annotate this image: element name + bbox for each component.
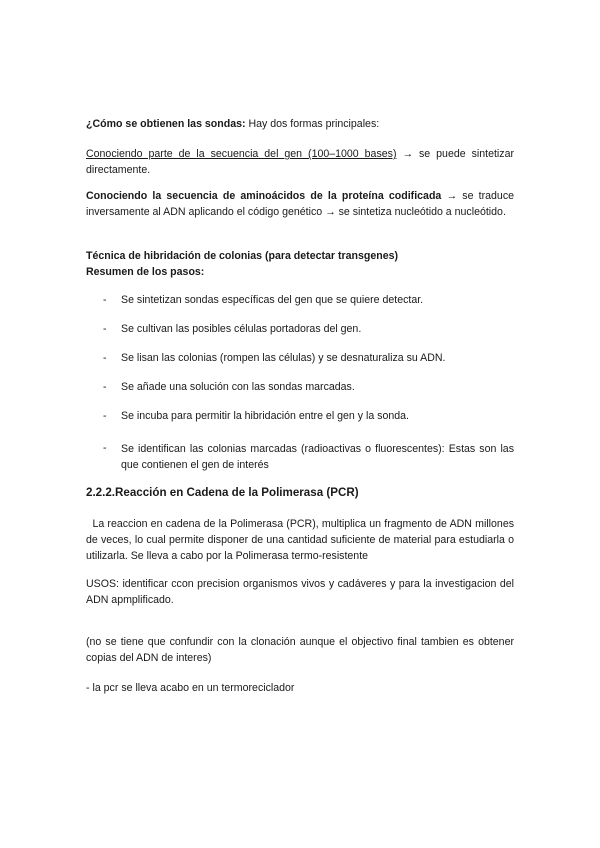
section-heading-pcr: 2.2.2.Reacción en Cadena de la Polimerasa (PCR) [86, 486, 359, 499]
step-4-marker: - [103, 381, 107, 393]
pcr-usos-paragraph: USOS: identificar ccon precision organismos vivos y cadáveres y para la investigacion del ADN apmplificado. [86, 578, 514, 606]
step-1: Se sintetizan sondas específicas del gen que se quiere detectar. [121, 294, 424, 306]
step-2-marker: - [103, 323, 107, 335]
method-aminoacid-text: → se traduce inversamente al ADN aplicando el código genético → se sintetiza nucleótido a nucleótido. [86, 190, 515, 218]
step-5-marker: - [103, 410, 107, 422]
step-1-marker: - [103, 294, 107, 306]
step-5: Se incuba para permitir la hibridación entre el gen y la sonda. [121, 410, 409, 422]
probes-answer: Hay dos formas principales: [245, 118, 380, 130]
method-partial-sequence-label: Conociendo parte de la secuencia del gen (100–1000 bases) [86, 148, 397, 160]
step-6-marker: - [103, 442, 107, 454]
step-6: Se identifican las colonias marcadas (radioactivas o fluorescentes): Estas son las que contienen el gen de interés [121, 443, 514, 471]
method-aminoacid-label: Conociendo la secuencia de aminoácidos de la proteína codificada [86, 190, 442, 202]
method-partial-sequence-text: → se puede sintetizar directamente. [86, 148, 514, 176]
probes-question: ¿Cómo se obtienen las sondas: [86, 118, 246, 130]
pcr-intro-paragraph: La reaccion en cadena de la Polimerasa (PCR), multiplica un fragmento de ADN millones de veces, lo cual permite disponer de una cantidad suficiente de material para estudiarla o utilizarla. Se lleva a cabo por la Polimerasa termo-resistente [86, 518, 517, 562]
technique-title: Técnica de hibridación de colonias (para detectar transgenes) [86, 250, 399, 262]
method-aminoacid-sequence [86, 188, 514, 220]
method-partial-sequence [86, 146, 514, 178]
step-2: Se cultivan las posibles células portadoras del gen. [121, 323, 362, 335]
pcr-thermocycler-line: - la pcr se lleva acabo en un termoreciclador [86, 682, 295, 694]
pcr-note-paragraph: (no se tiene que confundir con la clonación aunque el objectivo final tambien es obtener copias del ADN de interes) [86, 636, 514, 664]
technique-subtitle: Resumen de los pasos: [86, 266, 205, 278]
step-3: Se lisan las colonias (rompen las células) y se desnaturaliza su ADN. [121, 352, 446, 364]
step-4: Se añade una solución con las sondas marcadas. [121, 381, 355, 393]
probes-question-paragraph [86, 116, 514, 132]
step-3-marker: - [103, 352, 107, 364]
